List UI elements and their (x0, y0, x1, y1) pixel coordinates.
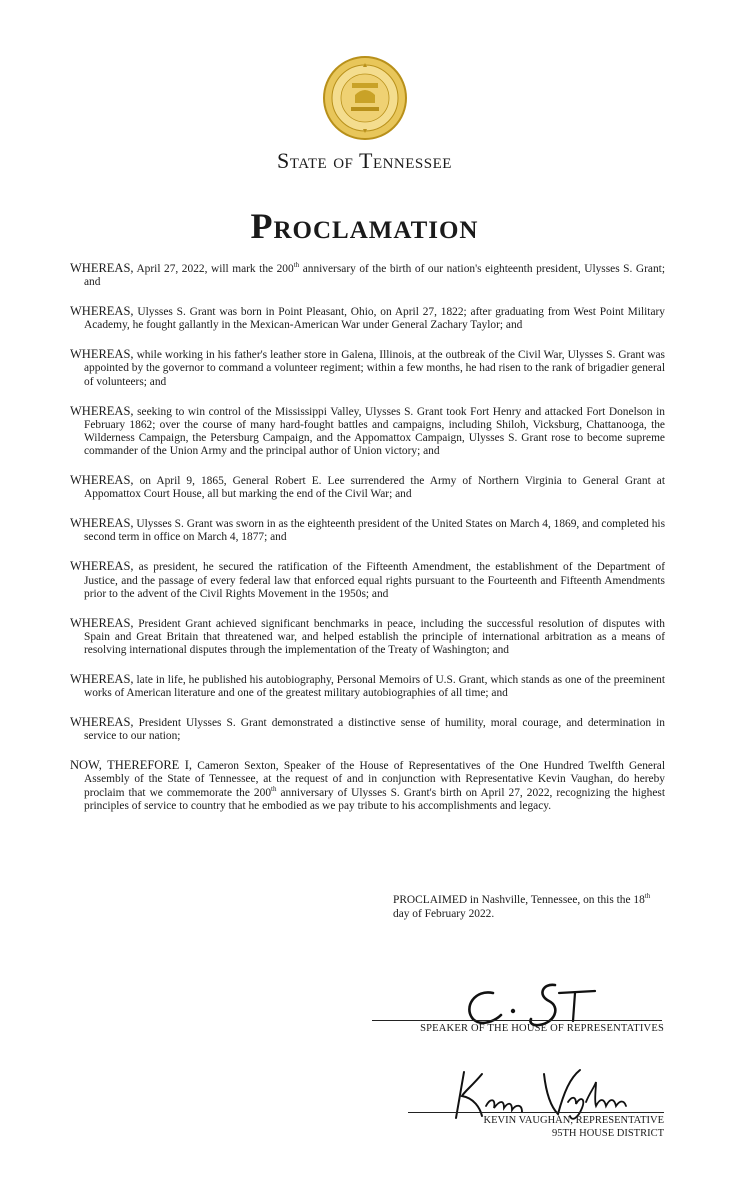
tennessee-state-seal (322, 55, 408, 141)
proclaimed-lead: PROCLAIMED (393, 894, 468, 906)
speaker-caption: SPEAKER OF THE HOUSE OF REPRESENTATIVES (420, 1023, 664, 1034)
clause-lead: WHEREAS, (70, 559, 134, 574)
whereas-clause (70, 673, 665, 700)
clause-text: April 27, 2022, will mark the 200 (133, 263, 294, 275)
clause-text: Ulysses S. Grant was born in Point Pleasant, Ohio, on April 27, 1822; after graduating from West Point Military Academy, he fought gallantly in the Mexican-American War under General Zachary Taylor; and (84, 306, 665, 332)
proclaimed-tail: day of February 2022. (393, 908, 495, 920)
clause-lead: WHEREAS, (70, 403, 134, 418)
clause-text: late in life, he published his autobiography, Personal Memoirs of U.S. Grant, which stands as one of the preeminent works of American literature and one of the greatest military autobiographies of all time; and (84, 673, 665, 700)
whereas-clause (70, 262, 665, 289)
clause-lead: WHEREAS, (70, 347, 134, 362)
clause-sup: th (293, 261, 300, 270)
whereas-clause (70, 405, 665, 458)
representative-district: 95TH HOUSE DISTRICT (552, 1127, 664, 1139)
clause-lead: NOW, THEREFORE I, (70, 758, 193, 773)
proclamation-date (393, 893, 665, 921)
whereas-clause (70, 716, 665, 743)
clause-text: President Ulysses S. Grant demonstrated a distinctive sense of humility, moral courage, and determination in service to our nation; (84, 717, 665, 743)
whereas-clauses (70, 262, 665, 829)
clause-text: Cameron Sexton, Speaker of the House of Representatives of the One Hundred Twelfth General Assembly of the State of Tennessee, at the request of and in conjunction with Representative Kevin Vaughan, do hereby proclaim that we commemorate the 200 (84, 760, 665, 799)
representative-caption (400, 1115, 664, 1140)
representative-name: KEVIN VAUGHAN, REPRESENTATIVE (483, 1115, 664, 1126)
proclaimed-text: in Nashville, Tennessee, on this the 18 (467, 894, 645, 906)
clause-lead: WHEREAS, (70, 473, 134, 488)
clause-text: on April 9, 1865, General Robert E. Lee surrendered the Army of Northern Virginia to General Grant at Appomattox Court House, all but marking the end of the Civil War; and (84, 475, 665, 501)
clause-tail: anniversary of Ulysses S. Grant's birth on April 27, 2022, recognizing the highest principles of service to country that he embodied as we pay tribute to his accomplishments and legacy. (84, 786, 665, 812)
clause-text: while working in his father's leather store in Galena, Illinois, at the outbreak of the Civil War, Ulysses S. Grant was appointed by the governor to command a volunteer regiment; within a few months, he had risen to the rank of brigadier general of volunteers; and (84, 349, 665, 388)
whereas-clause (70, 560, 665, 600)
clause-lead: WHEREAS, (70, 261, 134, 275)
clause-lead: WHEREAS, (70, 715, 134, 730)
whereas-clause (70, 348, 665, 388)
clause-lead: WHEREAS, (70, 671, 134, 686)
state-heading: State of Tennessee (277, 148, 452, 173)
whereas-clause (70, 759, 665, 812)
clause-text: Ulysses S. Grant was sworn in as the eighteenth president of the United States on March 4, 1869, and completed his second term in office on March 4, 1877; and (84, 518, 666, 544)
whereas-clause (70, 617, 665, 657)
whereas-clause (70, 305, 665, 332)
representative-signature-line (408, 1112, 664, 1113)
clause-tail: anniversary of the birth of our nation's eighteenth president, Ulysses S. Grant; and (84, 263, 666, 289)
clause-text: President Grant achieved significant benchmarks in peace, including the successful resolution of disputes with Spain and Great Britain that threatened war, and helped establish the principle of international arbitration as a means of resolving international disputes through the implementation of the Treaty of Washington; and (84, 617, 665, 656)
clause-sup: th (271, 784, 277, 793)
proclaimed-sup: th (644, 892, 651, 901)
speaker-signature-line (372, 1020, 662, 1021)
clause-lead: WHEREAS, (70, 615, 134, 630)
whereas-clause (70, 474, 665, 501)
clause-text: as president, he secured the ratification of the Fifteenth Amendment, the establishment of the Department of Justice, and the passage of every federal law that enforced equal rights pursuant to the Fourteenth and Fifteenth Amendments prior to the advent of the Civil Rights Movement in the 1950s; and (84, 561, 665, 600)
document-title: Proclamation (250, 206, 479, 246)
whereas-clause (70, 517, 665, 544)
clause-text: seeking to win control of the Mississippi Valley, Ulysses S. Grant took Fort Henry and attacked Fort Donelson in February 1862; over the course of many hard-fought battles and campaigns, including Shiloh, Vicksburg, Chattanooga, the Wilderness Campaign, the Petersburg Campaign, and the Appomattox Campaign, Ulysses S. Grant rose to become supreme commander of the Union Army and the principal author of Union victory; and (84, 405, 665, 457)
clause-lead: WHEREAS, (70, 304, 134, 319)
clause-lead: WHEREAS, (70, 516, 134, 531)
